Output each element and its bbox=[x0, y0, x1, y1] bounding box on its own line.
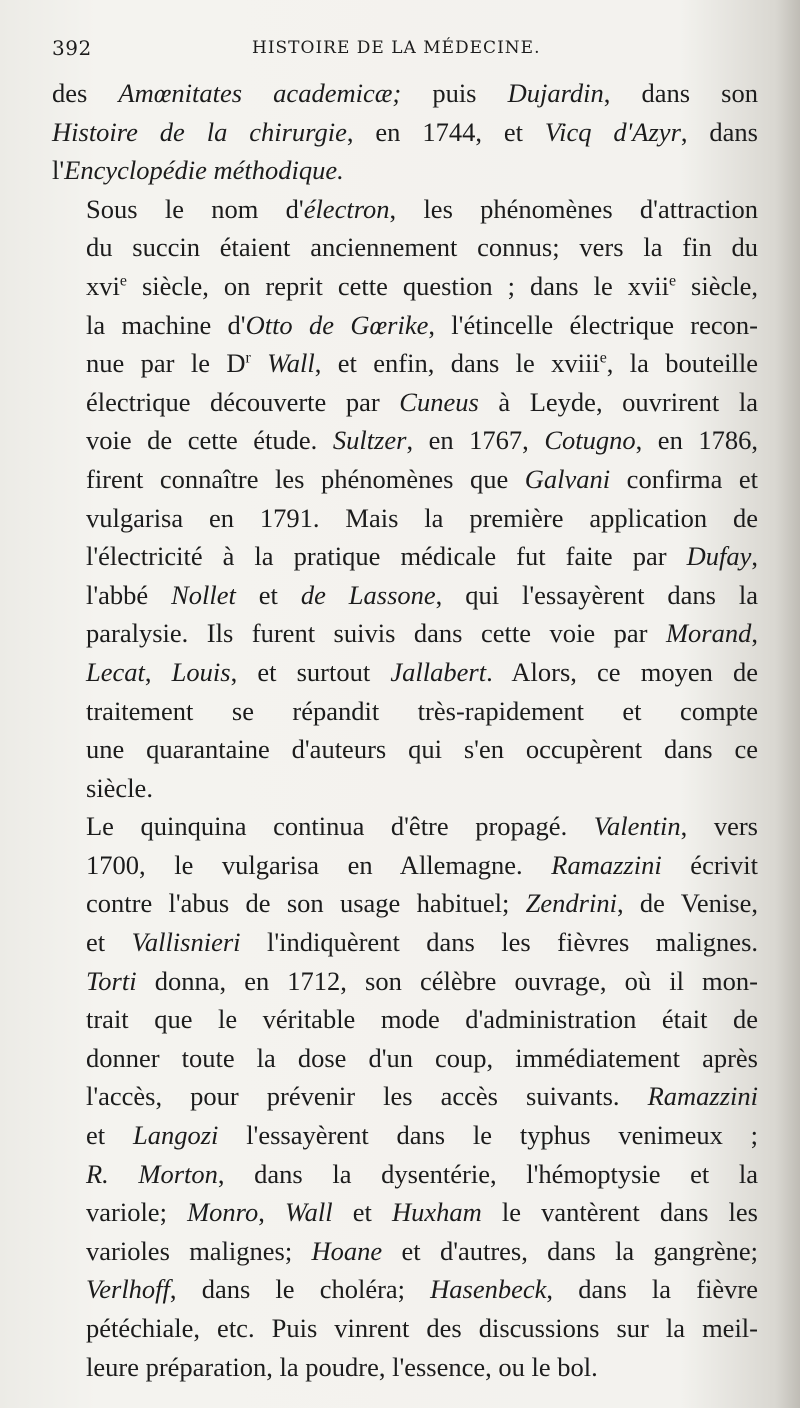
italic-name: de Lassone bbox=[300, 579, 436, 610]
text-line bbox=[52, 730, 758, 769]
text-run: donna, en 1712, son célèbre ouvrage, où il mon- bbox=[136, 965, 758, 996]
text-run: électrique découverte par bbox=[86, 386, 400, 417]
italic-name: Louis bbox=[171, 656, 231, 687]
superscript: r bbox=[245, 349, 251, 367]
italic-name: Histoire de la chirurgie bbox=[52, 116, 347, 147]
italic-name: Hasenbeck bbox=[430, 1274, 547, 1305]
italic-name: Vallisnieri bbox=[131, 927, 241, 958]
text-run: paralysie. Ils furent suivis dans cette voie par bbox=[86, 618, 666, 649]
italic-name: Galvani bbox=[524, 463, 611, 494]
italic-name: Huxham bbox=[391, 1197, 482, 1228]
text-run: écrivit bbox=[661, 849, 758, 880]
italic-name: Otto de Gœrike bbox=[245, 309, 429, 340]
text-line bbox=[52, 74, 758, 113]
italic-name: Ramazzini bbox=[551, 849, 662, 880]
text-line bbox=[52, 499, 758, 538]
text-run: vulgarisa en 1791. Mais la première application de bbox=[86, 502, 758, 533]
text-line bbox=[52, 1232, 758, 1271]
text-line bbox=[52, 383, 758, 422]
text-line bbox=[52, 421, 758, 460]
text-run: , qui l'essayèrent dans la bbox=[435, 579, 759, 610]
text-line bbox=[52, 1348, 758, 1387]
text-run: , en 1744, et bbox=[346, 116, 545, 147]
italic-name: Zendrini bbox=[525, 888, 617, 919]
text-run: , en 1786, bbox=[635, 425, 758, 456]
italic-name: Morand bbox=[665, 618, 752, 649]
text-run: et bbox=[332, 1197, 392, 1228]
text-run: et bbox=[235, 579, 301, 610]
text-run: confirma et bbox=[610, 463, 758, 494]
italic-name: Cotugno bbox=[544, 425, 636, 456]
text-run: , en 1767, bbox=[406, 425, 545, 456]
text-line bbox=[52, 1116, 758, 1155]
text-run: Sous le nom d' bbox=[86, 193, 304, 224]
text-run: xvi bbox=[86, 270, 120, 301]
text-run: Le quinquina continua d'être propagé. bbox=[86, 811, 594, 842]
italic-name: Jallabert bbox=[390, 656, 487, 687]
text-line bbox=[52, 190, 758, 229]
text-line bbox=[52, 846, 758, 885]
text-run: variole; bbox=[86, 1197, 188, 1228]
text-run: firent connaître les phénomènes que bbox=[86, 463, 525, 494]
italic-name: Nollet bbox=[171, 579, 236, 610]
italic-name: Ramazzini bbox=[647, 1081, 758, 1112]
italic-name: Valentin bbox=[593, 811, 681, 842]
text-run: , dans bbox=[680, 116, 758, 147]
page-header bbox=[52, 36, 752, 66]
text-run: , bbox=[258, 1197, 285, 1228]
text-run: à Leyde, ouvrirent la bbox=[478, 386, 758, 417]
text-run: , et surtout bbox=[230, 656, 391, 687]
superscript: e bbox=[668, 272, 677, 290]
text-run: l'accès, pour prévenir les accès suivants. bbox=[86, 1081, 648, 1112]
text-line bbox=[52, 807, 758, 846]
text-line bbox=[52, 1077, 758, 1116]
italic-name: Wall bbox=[284, 1197, 333, 1228]
text-run: du succin étaient anciennement connus; vers la fin du bbox=[86, 232, 758, 263]
text-run: , dans la dysentérie, l'hémoptysie et la bbox=[217, 1158, 758, 1189]
body-text bbox=[52, 74, 758, 1386]
text-run: , bbox=[751, 618, 758, 649]
text-line bbox=[52, 306, 758, 345]
italic-name: Sultzer bbox=[332, 425, 407, 456]
page-number: 392 bbox=[52, 36, 92, 60]
text-run: , bbox=[751, 541, 758, 572]
text-run: l'essayèrent dans le typhus venimeux ; bbox=[218, 1120, 759, 1151]
paragraph bbox=[52, 190, 758, 808]
text-run: l'électricité à la pratique médicale fut faite par bbox=[86, 541, 687, 572]
text-run: l'abbé bbox=[86, 579, 172, 610]
text-run: , l'étincelle électrique recon- bbox=[428, 309, 758, 340]
italic-name: Encyclopédie méthodique. bbox=[64, 155, 344, 186]
text-line bbox=[52, 962, 758, 1001]
text-line bbox=[52, 614, 758, 653]
text-line bbox=[52, 1039, 758, 1078]
italic-name: Verlhoff bbox=[86, 1274, 170, 1305]
italic-name: Langozi bbox=[132, 1120, 219, 1151]
text-line bbox=[52, 1270, 758, 1309]
text-run: et bbox=[86, 1120, 133, 1151]
text-line bbox=[52, 1155, 758, 1194]
text-run: la machine d' bbox=[86, 309, 246, 340]
text-run: siècle, on reprit cette question ; dans le xvii bbox=[126, 270, 669, 301]
text-run: , dans son bbox=[603, 78, 758, 108]
text-line bbox=[52, 228, 758, 267]
text-run: et d'autres, dans la gangrène; bbox=[382, 1235, 758, 1266]
italic-name: Cuneus bbox=[399, 386, 479, 417]
italic-name: Hoane bbox=[311, 1235, 383, 1266]
text-run: des bbox=[52, 78, 119, 108]
text-run: , dans la fièvre bbox=[546, 1274, 758, 1305]
running-title: HISTOIRE DE LA MÉDECINE. bbox=[252, 38, 541, 58]
text-run: , dans le choléra; bbox=[169, 1274, 431, 1305]
text-run: voie de cette étude. bbox=[86, 425, 333, 456]
text-run: traitement se répandit très-rapidement et compte bbox=[86, 695, 758, 726]
italic-name: Wall bbox=[267, 348, 315, 379]
text-run: siècle, bbox=[676, 270, 758, 301]
text-line bbox=[52, 653, 758, 692]
text-run: l' bbox=[52, 155, 65, 186]
italic-name: Amœnitates academicæ; bbox=[118, 78, 402, 108]
text-run: , la bouteille bbox=[606, 348, 758, 379]
text-run: donner toute la dose d'un coup, immédiatement après bbox=[86, 1042, 758, 1073]
text-run: , de Venise, bbox=[616, 888, 758, 919]
text-run: le vantèrent dans les bbox=[481, 1197, 758, 1228]
italic-name: Torti bbox=[86, 965, 137, 996]
superscript: e bbox=[119, 272, 127, 290]
italic-name: Vicq d'Azyr bbox=[544, 116, 681, 147]
text-run: contre l'abus de son usage habituel; bbox=[86, 888, 526, 919]
italic-name: R. Morton bbox=[86, 1158, 218, 1189]
text-line bbox=[52, 344, 758, 383]
superscript: e bbox=[599, 349, 607, 367]
text-run: 1700, le vulgarisa en Allemagne. bbox=[86, 849, 552, 880]
text-line bbox=[52, 460, 758, 499]
italic-name: Dufay bbox=[686, 541, 752, 572]
italic-name: Lecat bbox=[86, 656, 145, 687]
text-line bbox=[52, 884, 758, 923]
text-run bbox=[251, 348, 267, 378]
italic-name: Dujardin bbox=[507, 78, 604, 108]
text-run: , les phénomènes d'attraction bbox=[389, 193, 759, 224]
text-line bbox=[52, 113, 758, 152]
text-line bbox=[52, 576, 758, 615]
text-run: , bbox=[144, 656, 172, 687]
text-run: varioles malignes; bbox=[86, 1235, 312, 1266]
text-line bbox=[52, 537, 758, 576]
text-run: pétéchiale, etc. Puis vinrent des discussions sur la meil- bbox=[86, 1313, 758, 1343]
text-line bbox=[52, 267, 758, 306]
text-run: , vers bbox=[680, 811, 758, 842]
text-line bbox=[52, 923, 758, 962]
text-run: . Alors, ce moyen de bbox=[486, 656, 758, 687]
text-line bbox=[52, 769, 758, 808]
paragraph bbox=[52, 74, 758, 190]
text-run: et bbox=[86, 927, 132, 958]
text-line bbox=[52, 692, 758, 731]
text-run: leure préparation, la poudre, l'essence, ou le bol. bbox=[86, 1351, 598, 1382]
text-run: nue par le D bbox=[86, 348, 246, 379]
text-line bbox=[52, 1193, 758, 1232]
text-line bbox=[52, 1309, 758, 1348]
text-run: une quarantaine d'auteurs qui s'en occupèrent dans ce bbox=[86, 734, 758, 765]
text-run: , et enfin, dans le xviii bbox=[314, 348, 600, 379]
text-run: siècle. bbox=[86, 772, 153, 803]
italic-name: électron bbox=[303, 193, 390, 224]
italic-name: Monro bbox=[187, 1197, 259, 1228]
text-run: trait que le véritable mode d'administration était de bbox=[86, 1004, 758, 1035]
paragraph bbox=[52, 807, 758, 1386]
text-line bbox=[52, 1000, 758, 1039]
text-run: puis bbox=[401, 78, 508, 108]
text-line bbox=[52, 151, 758, 190]
text-run: l'indiquèrent dans les fièvres malignes. bbox=[240, 927, 759, 958]
